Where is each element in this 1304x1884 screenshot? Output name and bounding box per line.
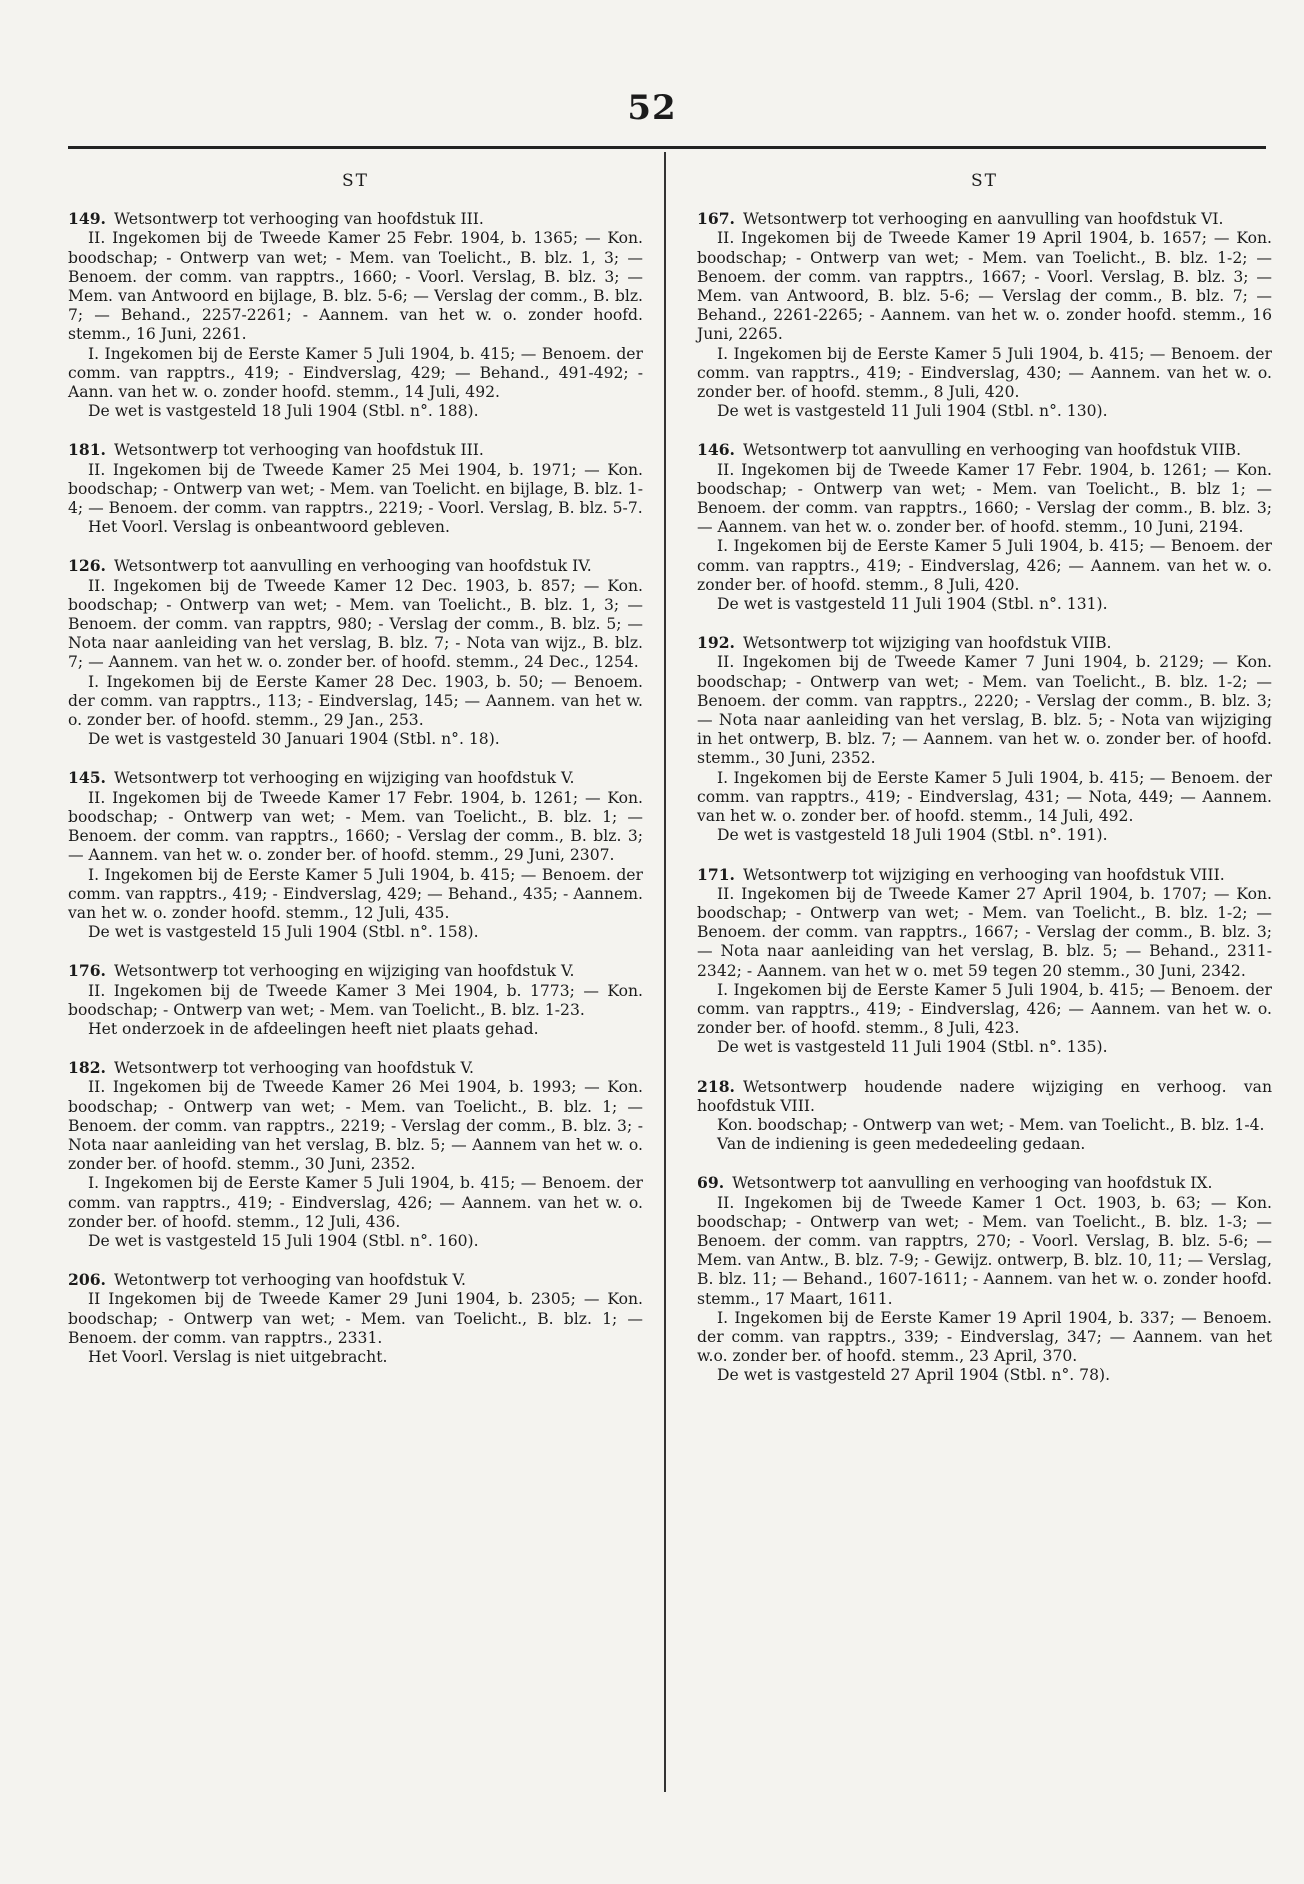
bill-number: 181. <box>68 440 106 460</box>
page-number: 52 <box>627 88 677 128</box>
bill-entry <box>697 1173 1272 1385</box>
right-column <box>697 172 1272 1405</box>
bill-title-text: Wetsontwerp tot wijziging van hoofdstuk VIIB. <box>742 634 1112 653</box>
bill-title-text: Wetsontwerp tot wijziging en verhooging van hoofdstuk VIII. <box>742 865 1225 884</box>
bill-entry <box>68 1270 643 1367</box>
bill-entry <box>68 440 643 537</box>
bill-entry <box>68 768 643 942</box>
bill-paragraph: II. Ingekomen bij de Tweede Kamer 12 Dec. 1903, b. 857; — Kon. boodschap; - Ontwerp van wet; - Mem. van Toelicht., B. blz. 1, 3; — Benoem. der comm. van rapptrs, 980; - Verslag der comm., B. blz. 5; — Nota naar aanleiding van het verslag, B. blz. 7; - Nota van wijz., B. blz. 7; — Aannem. van het w. o. zonder ber. of hoofd. stemm., 24 Dec., 1254. <box>68 576 643 672</box>
bill-number: 192. <box>697 633 735 653</box>
bill-paragraph: De wet is vastgesteld 18 Juli 1904 (Stbl. n°. 188). <box>88 402 479 421</box>
bill-title-text: Wetsontwerp tot verhooging van hoofdstuk V. <box>113 1059 474 1078</box>
bill-paragraph: De wet is vastgesteld 15 Juli 1904 (Stbl. n°. 160). <box>88 1231 479 1250</box>
bill-paragraph: I. Ingekomen bij de Eerste Kamer 5 Juli 1904, b. 415; — Benoem. der comm. van rapptrs., 419; - Eindverslag, 431; — Nota, 449; — Aannem. van het w. o. zonder ber. of hoofd. stemm., 14 Juli, 492. <box>697 768 1272 826</box>
bill-paragraph: II. Ingekomen bij de Tweede Kamer 3 Mei 1904, b. 1773; — Kon. boodschap; - Ontwerp van wet; - Mem. van Toelicht., B. blz. 1-23. <box>68 981 643 1019</box>
bill-title-text: Wetsontwerp tot verhooging van hoofdstuk III. <box>113 210 484 229</box>
bill-number: 126. <box>68 556 106 576</box>
bill-paragraph: I. Ingekomen bij de Eerste Kamer 5 Juli 1904, b. 415; — Benoem. der comm. van rapptrs., 419; - Eindverslag, 426; — Aannem. van het w. o. zonder ber. of hoofd. stemm., 8 Juli, 423. <box>697 980 1272 1038</box>
bill-entry <box>68 556 643 749</box>
bill-number: 167. <box>697 209 735 229</box>
bill-paragraph: I. Ingekomen bij de Eerste Kamer 5 Juli 1904, b. 415; — Benoem. der comm. van rapptrs., 419; - Eindverslag, 430; — Aannem. van het w. o. zonder ber. of hoofd. stemm., 8 Juli, 420. <box>697 344 1272 402</box>
bill-title <box>68 556 643 576</box>
bill-paragraph: II. Ingekomen bij de Tweede Kamer 26 Mei 1904, b. 1993; — Kon. boodschap; - Ontwerp van wet; - Mem. van Toelicht., B. blz. 1; — Benoem. der comm. van rapptrs., 2219; - Verslag der comm., B. blz. 3; - Nota naar aanleiding van het verslag, B. blz. 5; — Aannem van het w. o. zonder ber. of hoofd. stemm., 30 Juni, 2352. <box>68 1078 643 1174</box>
bill-title <box>697 865 1272 885</box>
bill-entry <box>697 865 1272 1058</box>
bill-paragraph: II. Ingekomen bij de Tweede Kamer 17 Febr. 1904, b. 1261; — Kon. boodschap; - Ontwerp van wet; - Mem. van Toelicht., B. blz 1; — Benoem. der comm. van rapptrs., 1660; - Verslag der comm., B. blz. 3; — Aannem. van het w. o. zonder ber. of hoofd. stemm., 10 Juni, 2194. <box>697 460 1272 537</box>
bill-title-text: Wetsontwerp tot verhooging en wijziging van hoofdstuk V. <box>113 962 575 981</box>
bill-title-text: Wetsontwerp houdende nadere wijziging en verhoog. van hoofdstuk VIII. <box>697 1077 1272 1115</box>
bill-title <box>697 633 1272 653</box>
bill-paragraph: II. Ingekomen bij de Tweede Kamer 27 April 1904, b. 1707; — Kon. boodschap; - Ontwerp van wet; - Mem. van Toelicht., B. blz. 1-2; — Benoem. der comm. van rapptrs., 1667; - Verslag der comm., B. blz. 3; — Nota naar aanleiding van het verslag, B. blz. 5; — Behand., 2311-2342; - Aannem. van het w o. met 59 tegen 20 stemm., 30 Juni, 2342. <box>697 884 1272 980</box>
bill-paragraph: I. Ingekomen bij de Eerste Kamer 5 Juli 1904, b. 415; — Benoem. der comm. van rapptrs., 419; - Eindverslag, 426; — Aannem. van het w. o. zonder ber. of hoofd. stemm., 12 Juli, 436. <box>68 1174 643 1231</box>
bill-number: 146. <box>697 440 735 460</box>
column-header: ST <box>342 171 369 191</box>
bill-paragraph: II Ingekomen bij de Tweede Kamer 29 Juni 1904, b. 2305; — Kon. boodschap; - Ontwerp van wet; - Mem. van Toelicht., B. blz. 1; — Benoem. der comm. van rapptrs., 2331. <box>68 1290 643 1347</box>
bill-title <box>697 1077 1272 1116</box>
bill-title-text: Wetsontwerp tot aanvulling en verhooging van hoofdstuk VIIB. <box>742 441 1242 460</box>
bill-paragraph: De wet is vastgesteld 11 Juli 1904 (Stbl. n°. 135). <box>717 1038 1108 1057</box>
bill-title <box>697 209 1272 229</box>
bill-title <box>68 209 643 229</box>
bill-entry <box>697 209 1272 421</box>
bill-title <box>68 961 643 981</box>
bill-entry <box>68 1058 643 1251</box>
bill-paragraph: De wet is vastgesteld 15 Juli 1904 (Stbl. n°. 158). <box>88 923 479 942</box>
bill-number: 171. <box>697 864 735 884</box>
bill-title <box>697 1173 1272 1193</box>
bill-paragraph: II. Ingekomen bij de Tweede Kamer 25 Mei 1904, b. 1971; — Kon. boodschap; - Ontwerp van wet; - Mem. van Toelicht. en bijlage, B. blz. 1-4; — Benoem. der comm. van rapptrs., 2219; - Voorl. Verslag, B. blz. 5-7. <box>68 460 643 518</box>
bill-number: 206. <box>68 1270 106 1290</box>
bill-paragraph: Het Voorl. Verslag is niet uitgebracht. <box>88 1347 388 1366</box>
bill-paragraph: I. Ingekomen bij de Eerste Kamer 5 Juli 1904, b. 415; — Benoem. der comm. van rapptrs., 419; - Eindverslag, 429; — Behand., 435; - Aannem. van het w. o. zonder hoofd. stemm., 12 Juli, 435. <box>68 865 643 922</box>
bill-entry <box>697 1077 1272 1155</box>
bill-paragraph: Het Voorl. Verslag is onbeantwoord gebleven. <box>88 518 450 537</box>
bill-paragraph: I. Ingekomen bij de Eerste Kamer 5 Juli 1904, b. 415; — Benoem. der comm. van rapptrs., 419; - Eindverslag, 429; — Behand., 491-492; - Aann. van het w. o. zonder hoofd. stemm., 14 Juli, 492. <box>68 344 643 402</box>
bill-title <box>68 1058 643 1078</box>
bill-title <box>68 768 643 788</box>
bill-paragraph: De wet is vastgesteld 11 Juli 1904 (Stbl. n°. 131). <box>717 595 1108 614</box>
bill-title <box>697 440 1272 460</box>
bill-paragraph: I. Ingekomen bij de Eerste Kamer 19 April 1904, b. 337; — Benoem. der comm. van rapptrs., 339; - Eindverslag, 347; — Aannem. van het w.o. zonder ber. of hoofd. stemm., 23 April, 370. <box>697 1308 1272 1366</box>
bill-paragraph: De wet is vastgesteld 30 Januari 1904 (Stbl. n°. 18). <box>88 730 500 749</box>
bill-paragraph: I. Ingekomen bij de Eerste Kamer 5 Juli 1904, b. 415; — Benoem. der comm. van rapptrs., 419; - Eindverslag, 426; — Aannem. van het w. o. zonder ber. of hoofd. stemm., 8 Juli, 420. <box>697 537 1272 594</box>
bill-number: 182. <box>68 1058 106 1078</box>
bill-paragraph: De wet is vastgesteld 27 April 1904 (Stbl. n°. 78). <box>717 1366 1111 1385</box>
bill-paragraph: Van de indiening is geen mededeeling gedaan. <box>717 1135 1086 1154</box>
bill-title-text: Wetsontwerp tot aanvulling en verhooging van hoofdstuk IX. <box>732 1174 1213 1193</box>
bill-paragraph: II. Ingekomen bij de Tweede Kamer 19 April 1904, b. 1657; — Kon. boodschap; - Ontwerp van wet; - Mem. van Toelicht., B. blz. 1-2; — Benoem. der comm. van rapptrs., 1667; - Voorl. Verslag, B. blz. 3; — Mem. van Antwoord, B. blz. 5-6; — Verslag der comm., B. blz. 7; — Behand., 2261-2265; - Aannem. van het w. o. zonder hoofd. stemm., 16 Juni, 2265. <box>697 229 1272 344</box>
bill-number: 145. <box>68 768 106 788</box>
bill-number: 218. <box>697 1076 735 1096</box>
bill-paragraph: Kon. boodschap; - Ontwerp van wet; - Mem. van Toelicht., B. blz. 1-4. <box>717 1115 1265 1134</box>
bill-number: 69. <box>697 1173 725 1193</box>
column-header: ST <box>971 171 998 191</box>
bill-number: 176. <box>68 961 106 981</box>
bill-paragraph: II. Ingekomen bij de Tweede Kamer 25 Febr. 1904, b. 1365; — Kon. boodschap; - Ontwerp van wet; - Mem. van Toelicht., B. blz. 1, 3; — Benoem. der comm. van rapptrs., 1660; - Voorl. Verslag, B. blz. 3; — Mem. van Antwoord en bijlage, B. blz. 5-6; — Verslag der comm., B. blz. 7; — Behand., 2257-2261; - Aannem. van het w. o. zonder hoofd. stemm., 16 Juni, 2261. <box>68 229 643 344</box>
bill-paragraph: De wet is vastgesteld 11 Juli 1904 (Stbl. n°. 130). <box>717 402 1108 421</box>
bill-entry <box>68 209 643 421</box>
bill-title <box>68 1270 643 1290</box>
bill-paragraph: I. Ingekomen bij de Eerste Kamer 28 Dec. 1903, b. 50; — Benoem. der comm. van rapptrs., 113; - Eindverslag, 145; — Aannem. van het w. o. zonder ber. of hoofd. stemm., 29 Jan., 253. <box>68 672 643 730</box>
left-column <box>68 172 643 1386</box>
bill-paragraph: II. Ingekomen bij de Tweede Kamer 1 Oct. 1903, b. 63; — Kon. boodschap; - Ontwerp van wet; - Mem. van Toelicht., B. blz. 1-3; — Benoem. der comm. van rapptrs, 270; - Voorl. Verslag, B. blz. 5-6; — Mem. van Antw., B. blz. 7-9; - Gewijz. ontwerp, B. blz. 10, 11; — Verslag, B. blz. 11; — Behand., 1607-1611; - Aannem. van het w. o. zonder hoofd. stemm., 17 Maart, 1611. <box>697 1193 1272 1308</box>
bill-title-text: Wetsontwerp tot verhooging en wijziging van hoofdstuk V. <box>113 769 575 788</box>
bill-title-text: Wetsontwerp tot aanvulling en verhooging van hoofdstuk IV. <box>113 557 592 576</box>
header-rule <box>68 146 1266 149</box>
bill-title-text: Wetsontwerp tot verhooging van hoofdstuk III. <box>113 441 484 460</box>
bill-paragraph: De wet is vastgesteld 18 Juli 1904 (Stbl. n°. 191). <box>717 826 1108 845</box>
bill-number: 149. <box>68 209 106 229</box>
bill-entry <box>697 440 1272 614</box>
bill-title-text: Wetsontwerp tot verhooging en aanvulling van hoofdstuk VI. <box>742 210 1224 229</box>
bill-entry <box>697 633 1272 845</box>
bill-title-text: Wetontwerp tot verhooging van hoofdstuk V. <box>113 1271 466 1290</box>
bill-paragraph: II. Ingekomen bij de Tweede Kamer 7 Juni 1904, b. 2129; — Kon. boodschap; - Ontwerp van wet; - Mem. van Toelicht., B. blz. 1-2; — Benoem. der comm. van rapptrs., 2220; - Verslag der comm., B. blz. 3; — Nota naar aanleiding van het verslag, B. blz. 5; - Nota van wijziging in het ontwerp, B. blz. 7; — Aannem. van het w. o. zonder ber. of hoofd. stemm., 30 Juni, 2352. <box>697 653 1272 768</box>
bill-paragraph: Het onderzoek in de afdeelingen heeft niet plaats gehad. <box>88 1019 539 1038</box>
column-divider <box>664 152 666 1792</box>
bill-entry <box>68 961 643 1039</box>
bill-title <box>68 440 643 460</box>
bill-paragraph: II. Ingekomen bij de Tweede Kamer 17 Febr. 1904, b. 1261; — Kon. boodschap; - Ontwerp van wet; - Mem. van Toelicht., B. blz. 1; — Benoem. der comm. van rapptrs., 1660; - Verslag der comm., B. blz. 3; — Aannem. van het w. o. zonder ber. of hoofd. stemm., 29 Juni, 2307. <box>68 788 643 865</box>
